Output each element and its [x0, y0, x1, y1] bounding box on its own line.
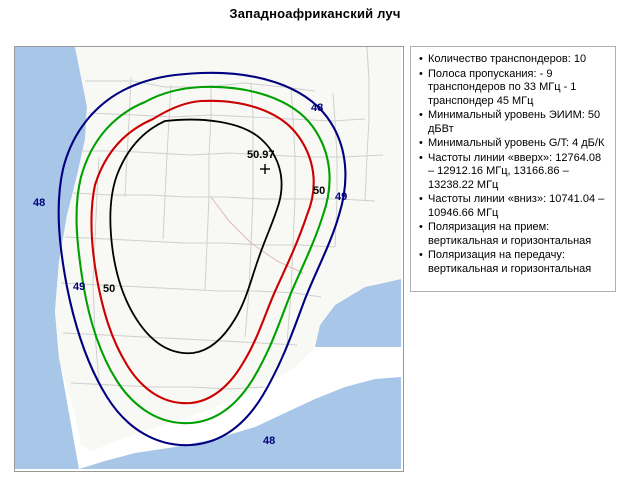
beam-parameters-list [419, 53, 609, 276]
peak-value-label: 50.97 [247, 149, 275, 161]
contour-label-50-southwest: 50 [103, 283, 116, 295]
contour-label-48-north: 48 [311, 102, 324, 114]
list-item: • Количество транспондеров: 10 [419, 53, 609, 67]
list-item: • Поляризация на прием: вертикальная и горизонтальная [419, 221, 609, 248]
list-item: • Минимальный уровень ЭИИМ: 50 дБВт [419, 109, 609, 136]
contour-label-49-southwest: 49 [73, 281, 86, 293]
list-item: • Поляризация на передачу: вертикальная и горизонтальная [419, 249, 609, 276]
list-item: • Минимальный уровень G/T: 4 дБ/К [419, 137, 609, 151]
beam-parameters-panel [410, 46, 616, 292]
contour-label-49-east: 49 [335, 191, 348, 203]
contour-label-48-west: 48 [33, 197, 46, 209]
page-title: Западноафриканский луч [229, 6, 401, 21]
coverage-map-panel[interactable] [14, 46, 404, 472]
list-item: • Частоты линии «вверх»: 12764.08 – 12912.16 МГц, 13166.86 – 13238.22 МГц [419, 152, 609, 193]
list-item: • Частоты линии «вниз»: 10741.04 – 10946.66 МГц [419, 193, 609, 220]
contour-label-48-south: 48 [263, 435, 276, 447]
contour-label-50-east: 50 [313, 185, 326, 197]
list-item: • Полоса пропускания: - 9 транспондеров по 33 МГц - 1 транспондер 45 МГц [419, 68, 609, 109]
coverage-map-graphic [15, 47, 401, 469]
